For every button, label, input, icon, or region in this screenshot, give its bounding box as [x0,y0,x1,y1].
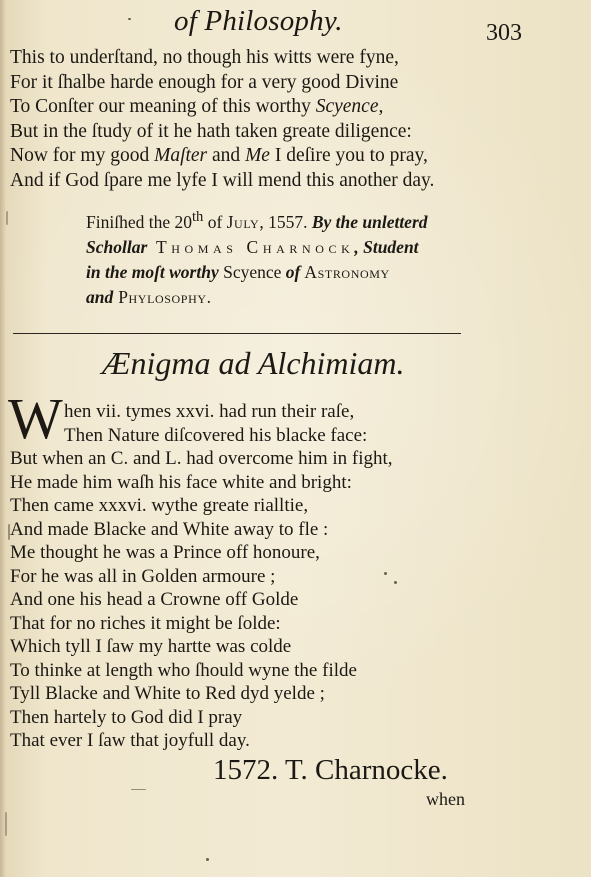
subject-caps: Astronomy [300,261,390,282]
month-text: July [226,211,260,232]
colophon-line [86,235,476,260]
poem-line: And if God ſpare me lyfe I will mend this another day. [10,169,435,191]
colophon-italic: in the moſt worthy [86,261,219,282]
poem-line: Tyll Blacke and White to Red dyd yelde ; [10,683,325,704]
colophon-italic: Schollar [86,236,148,257]
colophon-italic: By the unletterd [311,211,428,232]
colophon-line [86,285,476,310]
top-poem [10,46,480,193]
ink-mark [206,858,209,861]
poem-line: Then Nature diſcovered his blacke face: [64,424,368,446]
poem-line: Then hartely to God did I pray [10,706,243,728]
poem-line: But when an C. and L. had overcome him in fight, [10,448,393,469]
poem-line: This to underſtand, no though his witts were fyne, [10,47,399,68]
ink-mark [131,789,146,790]
poem-italic-word: Maſter [154,145,208,166]
poem-line-text: and [207,145,246,166]
poem-line-text: I deſire you to pray, [269,145,428,166]
colophon-italic: and [86,286,114,307]
subject-caps: Phylosophy. [113,286,212,307]
poem-line: Me thought he was a Prince off honoure, [10,542,320,563]
poem-line: For it ſhalbe harde enough for a very good Divine [10,71,399,93]
colophon-text: , 1557. [259,211,312,232]
poem-line: For he was all in Golden armoure ; [10,565,276,587]
poem-line: To thinke at length who ſhould wyne the filde [10,659,357,681]
poem-line: hen vii. tymes xxvi. had run their raſe, [64,401,355,422]
poem-line: That for no riches it might be ſolde: [10,612,281,634]
signature-line: 1572. T. Charnocke. [213,754,448,786]
ink-mark [6,211,8,225]
poem-line: That ever I ſaw that joyfull day. [10,730,250,751]
poem-italic-word: Me [245,145,270,166]
page-number: 303 [486,20,522,46]
poem-line: But in the ſtudy of it he hath taken greate diligence: [10,120,412,142]
ink-mark [384,572,387,575]
colophon-text: Finiſhed the 20 [86,211,192,232]
colophon-line [86,205,476,235]
drop-cap: W [8,386,63,451]
poem-line: He made him waſh his face white and bright: [10,471,352,493]
poem-line: Which tyll I ſaw my hartte was colde [10,636,292,657]
ink-mark [394,581,397,584]
poem-line: Then came xxxvi. wythe greate rialltie, [10,495,309,516]
colophon-italic: of [285,261,301,282]
catchword: when [426,789,465,809]
poem-line: And one his head a Crowne off Golde [10,589,299,610]
ink-mark [128,18,131,20]
section-divider [13,333,461,334]
poem-line [10,144,480,169]
poem-line [10,95,480,120]
colophon-text: Scyence [218,261,286,282]
poem-italic-word: Scyence, [315,96,384,117]
poem-line-text: Now for my good [10,145,150,166]
running-title: of Philosophy. [174,5,343,37]
poem-line: And made Blacke and White away to fle : [10,518,329,540]
ordinal-superscript: th [191,209,204,225]
author-name: Thomas Charnock [147,236,355,257]
poem-line-text: To Conſter our meaning of this worthy [10,96,311,117]
colophon-line [86,260,476,285]
ink-mark [8,524,10,540]
section-title: Ænigma ad Alchimiam. [102,345,405,381]
colophon [86,205,476,310]
colophon-italic: , Student [354,236,419,257]
ink-mark [5,812,7,836]
bottom-poem [10,400,480,753]
colophon-text: of [203,211,227,232]
